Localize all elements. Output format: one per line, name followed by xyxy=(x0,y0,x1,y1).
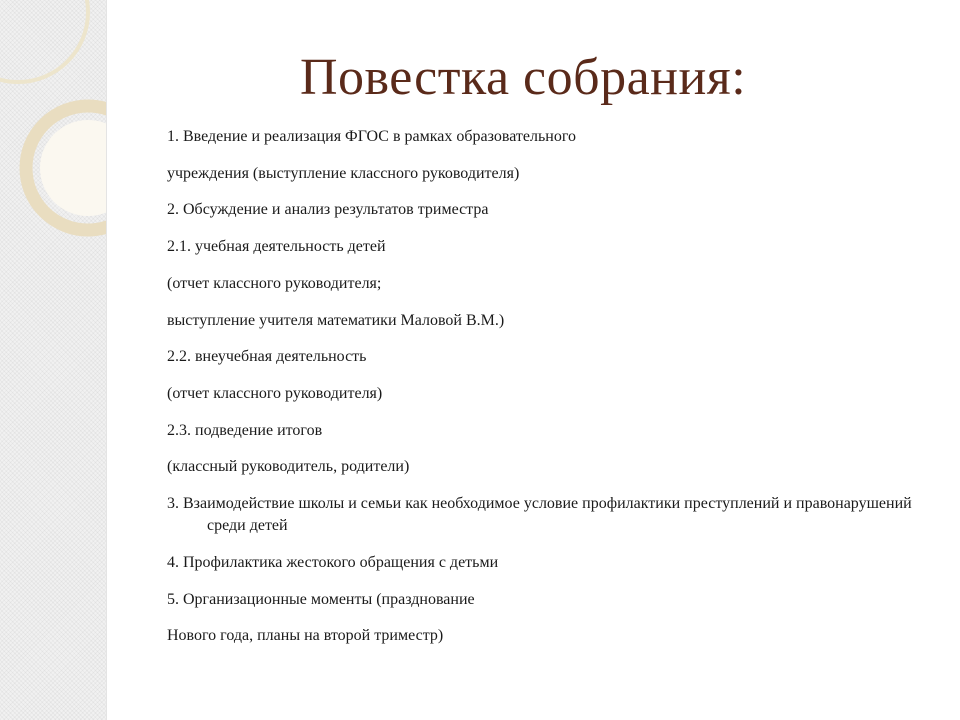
agenda-item: (отчет классного руководителя; xyxy=(167,275,382,292)
agenda-item: (классный руководитель, родители) xyxy=(167,458,410,475)
agenda-item: 2.1. учебная деятельность детей xyxy=(167,238,386,255)
decorative-ring-inner xyxy=(40,120,106,216)
decorative-rings-icon xyxy=(0,0,106,720)
agenda-item: 3. Взаимодействие школы и семьи как необходимое условие профилактики преступлений и правонарушений среди детей xyxy=(167,495,912,534)
agenda-item: выступление учителя математики Маловой В.М.) xyxy=(167,312,505,329)
agenda-item: 2.3. подведение итогов xyxy=(167,422,323,439)
agenda-item: 5. Организационные моменты (празднование xyxy=(167,591,475,608)
agenda-item: Нового года, планы на второй триместр) xyxy=(167,627,444,644)
agenda-item: 2. Обсуждение и анализ результатов триместра xyxy=(167,201,489,218)
agenda-item: учреждения (выступление классного руководителя) xyxy=(167,165,520,182)
decorative-sidebar xyxy=(0,0,107,720)
page-title: Повестка собрания: xyxy=(300,49,747,106)
agenda-item: (отчет классного руководителя) xyxy=(167,385,383,402)
agenda-item: 4. Профилактика жестокого обращения с детьми xyxy=(167,554,499,571)
agenda-item: 2.2. внеучебная деятельность xyxy=(167,348,367,365)
decorative-ring-large xyxy=(0,0,88,82)
agenda-item: 1. Введение и реализация ФГОС в рамках образовательного xyxy=(167,128,576,145)
